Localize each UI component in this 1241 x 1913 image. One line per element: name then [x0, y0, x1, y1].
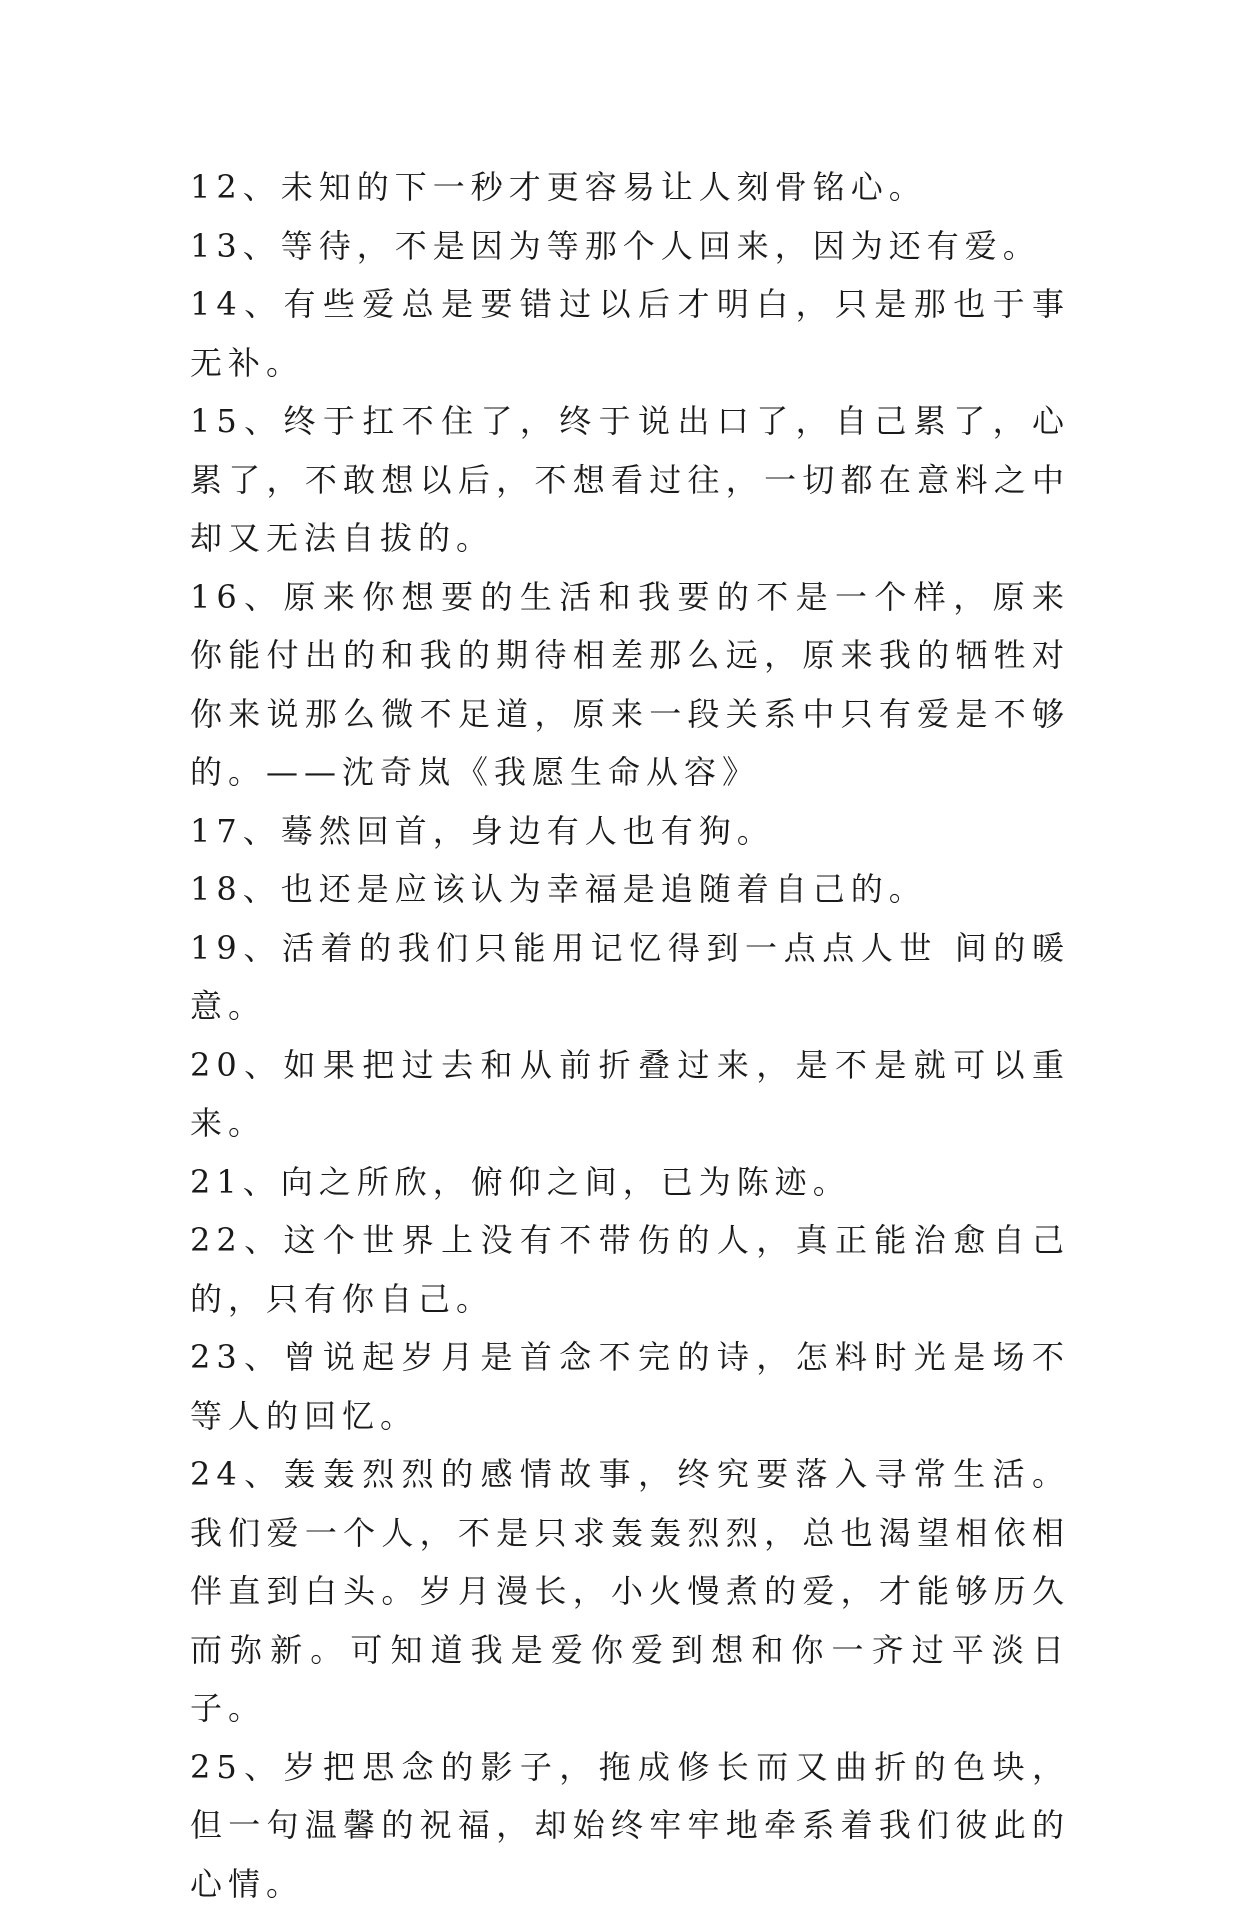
quote-23: 23、曾说起岁月是首念不完的诗，怎料时光是场不等人的回忆。: [190, 1328, 1070, 1445]
quote-18: 18、也还是应该认为幸福是追随着自己的。: [190, 860, 1070, 919]
document-body: [190, 158, 1070, 1913]
quote-25: 25、岁把思念的影子，拖成修长而又曲折的色块，但一句温馨的祝福，却始终牢牢地牵系着我们彼此的心情。: [190, 1738, 1070, 1913]
quote-21: 21、向之所欣，俯仰之间，已为陈迹。: [190, 1153, 1070, 1212]
quote-13: 13、等待，不是因为等那个人回来，因为还有爱。: [190, 217, 1070, 276]
quote-17: 17、蓦然回首，身边有人也有狗。: [190, 802, 1070, 861]
quote-14: 14、有些爱总是要错过以后才明白，只是那也于事无补。: [190, 275, 1070, 392]
quote-19: 19、活着的我们只能用记忆得到一点点人世 间的暖意。: [190, 919, 1070, 1036]
quote-12: 12、未知的下一秒才更容易让人刻骨铭心。: [190, 158, 1070, 217]
quote-24: 24、轰轰烈烈的感情故事，终究要落入寻常生活。我们爱一个人，不是只求轰轰烈烈，总也渴望相依相伴直到白头。岁月漫长，小火慢煮的爱，才能够历久而弥新。可知道我是爱你爱到想和你一齐过平淡日子。: [190, 1445, 1070, 1738]
quote-15: 15、终于扛不住了，终于说出口了，自己累了，心累了，不敢想以后，不想看过往，一切都在意料之中却又无法自拔的。: [190, 392, 1070, 568]
quote-20: 20、如果把过去和从前折叠过来，是不是就可以重来。: [190, 1036, 1070, 1153]
quote-22: 22、这个世界上没有不带伤的人，真正能治愈自己的，只有你自己。: [190, 1211, 1070, 1328]
quote-16: 16、原来你想要的生活和我要的不是一个样，原来你能付出的和我的期待相差那么远，原来我的牺牲对你来说那么微不足道，原来一段关系中只有爱是不够的。——沈奇岚《我愿生命从容》: [190, 568, 1070, 802]
